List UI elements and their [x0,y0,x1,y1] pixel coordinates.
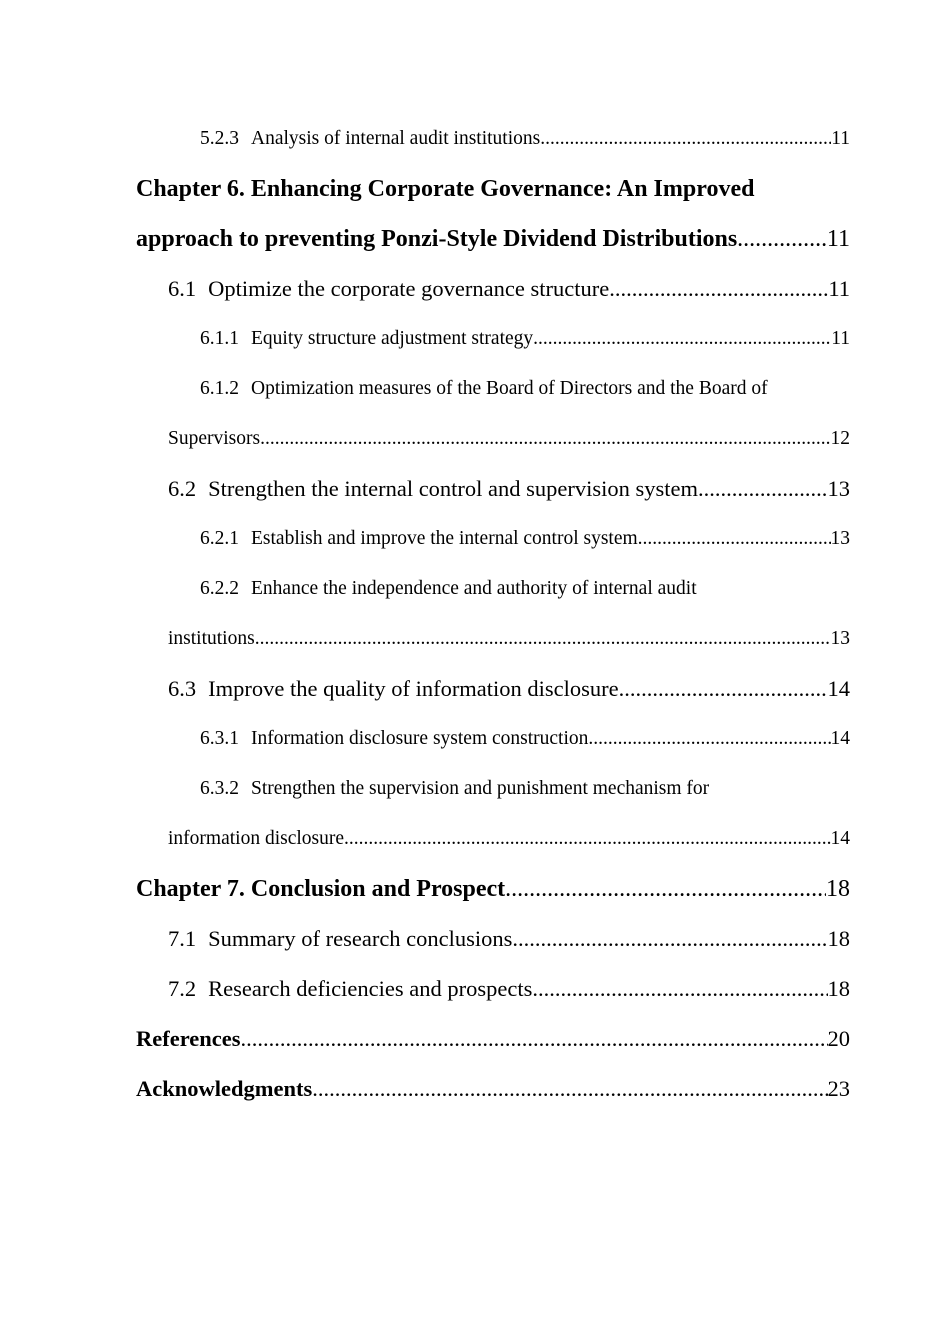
toc-entry-6-3-2-line1[interactable] [136,764,850,814]
table-of-contents [136,114,850,1114]
chapter-title: Conclusion and Prospect [250,876,506,902]
dot-leader [619,664,828,714]
toc-entry-6-1-2-line2[interactable] [136,414,850,464]
dot-leader [533,314,831,364]
chapter-title-line1: Enhancing Corporate Governance: An Improved [250,176,755,202]
dot-leader [737,214,827,264]
toc-entry-6-1-1[interactable] [136,314,850,364]
entry-title: Summary of research conclusions [208,926,513,951]
toc-entry-6-2-2-line2[interactable] [136,614,850,664]
entry-number: 6.3.1 [200,728,239,749]
toc-entry-chapter-6-line1[interactable] [136,164,850,214]
entry-number: 6.2 [168,476,197,501]
toc-entry-7-1[interactable] [136,914,850,964]
chapter-number: Chapter 6. [136,176,245,202]
page-number: 14 [830,828,850,849]
entry-number: 6.1 [168,276,197,301]
entry-title: Strengthen the internal control and supervision system [208,476,699,501]
dot-leader [344,814,830,864]
entry-title: Acknowledgments [136,1076,313,1101]
entry-number: 5.2.3 [200,128,239,149]
entry-title: Information disclosure system construction [251,728,589,749]
page-number: 14 [830,728,850,749]
dot-leader [638,514,831,564]
toc-entry-6-1[interactable] [136,264,850,314]
dot-leader [241,1014,828,1064]
entry-title-line2: institutions [168,628,255,649]
page-number: 11 [828,276,850,301]
dot-leader [312,1064,827,1114]
page-number: 13 [830,628,850,649]
toc-entry-acknowledgments[interactable] [136,1064,850,1114]
toc-entry-6-3[interactable] [136,664,850,714]
dot-leader [698,464,827,514]
page-number: 18 [827,926,850,951]
page-number: 20 [827,1026,850,1051]
page-number: 13 [827,476,850,501]
entry-title: Analysis of internal audit institutions [251,128,541,149]
toc-entry-6-2[interactable] [136,464,850,514]
dot-leader [532,964,827,1014]
page-number: 18 [827,976,850,1001]
page-number: 12 [830,428,850,449]
toc-entry-6-2-2-line1[interactable] [136,564,850,614]
toc-entry-5-2-3[interactable] [136,114,850,164]
entry-number: 7.2 [168,976,197,1001]
entry-number: 6.3 [168,676,197,701]
dot-leader [609,264,828,314]
page-number: 11 [831,328,850,349]
toc-entry-chapter-6-line2[interactable] [136,214,850,264]
entry-number: 6.1.2 [200,378,239,399]
entry-title: Equity structure adjustment strategy [251,328,534,349]
dot-leader [255,614,831,664]
page-number: 11 [826,226,850,252]
page-number: 14 [827,676,850,701]
entry-title: Research deficiencies and prospects [208,976,533,1001]
toc-entry-6-1-2-line1[interactable] [136,364,850,414]
page-number: 23 [827,1076,850,1101]
entry-number: 6.2.2 [200,578,239,599]
entry-title-line1: Optimization measures of the Board of Directors and the Board of [251,378,768,399]
toc-entry-6-3-1[interactable] [136,714,850,764]
entry-title-line1: Enhance the independence and authority of internal audit [251,578,697,599]
toc-entry-references[interactable] [136,1014,850,1064]
entry-number: 6.3.2 [200,778,239,799]
entry-title: Improve the quality of information disclosure [208,676,619,701]
chapter-title-line2: approach to preventing Ponzi-Style Dividend Distributions [136,226,738,252]
entry-number: 6.1.1 [200,328,239,349]
entry-number: 6.2.1 [200,528,239,549]
entry-title-line1: Strengthen the supervision and punishment mechanism for [251,778,710,799]
toc-entry-6-3-2-line2[interactable] [136,814,850,864]
entry-title: Establish and improve the internal control system [251,528,638,549]
entry-number: 7.1 [168,926,197,951]
entry-title: Optimize the corporate governance structure [208,276,610,301]
toc-entry-chapter-7[interactable] [136,864,850,914]
dot-leader [588,714,830,764]
page-number: 18 [826,876,850,902]
entry-title: References [136,1026,241,1051]
page-number: 11 [831,128,850,149]
toc-entry-6-2-1[interactable] [136,514,850,564]
toc-entry-7-2[interactable] [136,964,850,1014]
dot-leader [260,414,830,464]
dot-leader [540,114,831,164]
entry-title-line2: information disclosure [168,828,345,849]
dot-leader [512,914,827,964]
dot-leader [505,864,826,914]
entry-title-line2: Supervisors [168,428,261,449]
chapter-number: Chapter 7. [136,876,245,902]
page-number: 13 [830,528,850,549]
